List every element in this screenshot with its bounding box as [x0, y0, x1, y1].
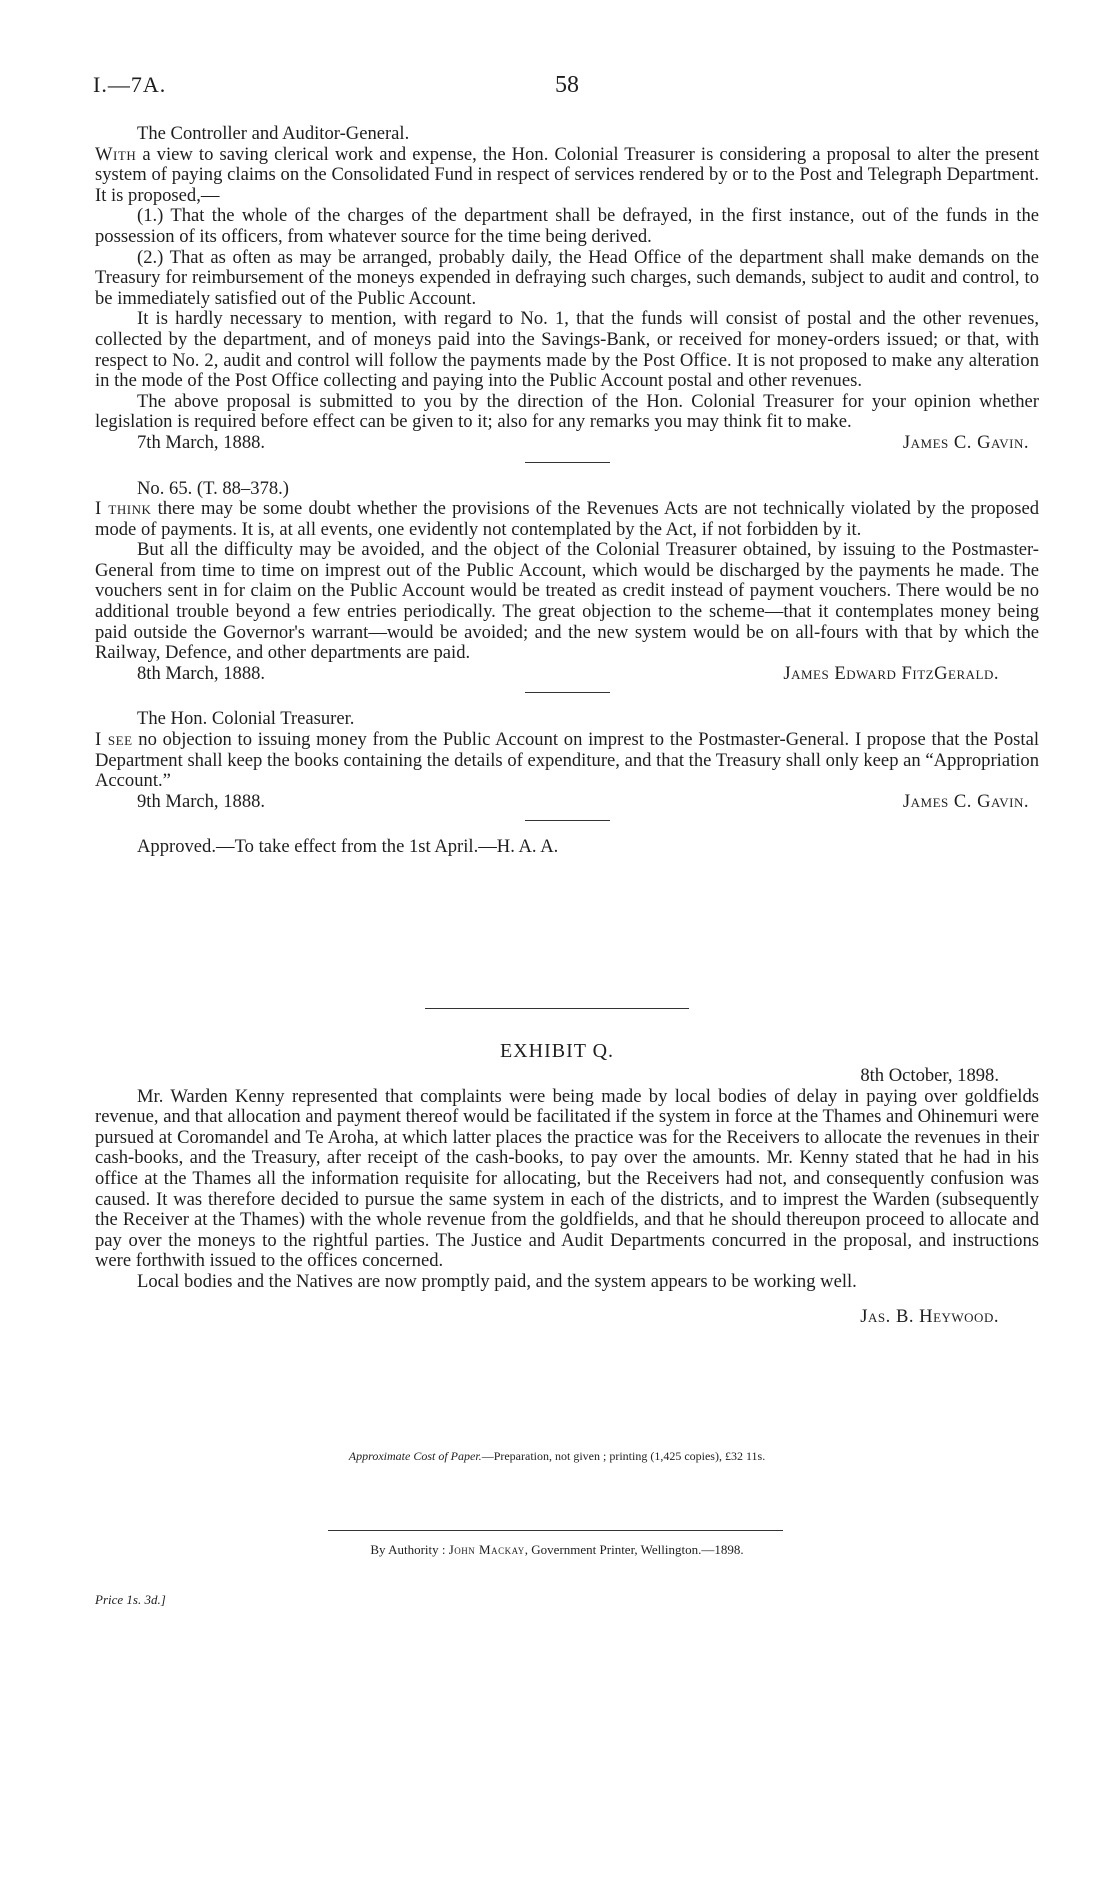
page-number: 58 — [555, 72, 579, 98]
addressee: The Controller and Auditor-General. — [137, 123, 410, 144]
paragraph: But all the difficulty may be avoided, and the object of the Colonial Treasurer obtained, by issuing to the Postmaster-General from time to time on imprest out of the Public Account, which would be discharged by the payments he made. The vouchers sent in for claim on the Public Account would be treated as credit instead of payment vouchers. There would be no additional trouble beyond a few entries periodically. The great objection to the scheme—that it contemplates money being paid outside the Governor's warrant—would be avoided; and the new system would be on all-fours with that by which the Railway, Defence, and other departments are paid. — [95, 539, 1039, 664]
divider — [525, 462, 610, 463]
date-signature-row — [95, 433, 1039, 454]
paragraph: The above proposal is submitted to you by the direction of the Hon. Colonial Treasurer for your opinion whether legislation is required before effect can be given to it; also for any remarks you may think fit to make. — [95, 390, 1039, 433]
signature: Jas. B. Heywood. — [860, 1305, 999, 1327]
printer-name: John Mackay — [448, 1542, 525, 1557]
opening-word: I see — [95, 729, 133, 751]
exhibit-date: 8th October, 1898. — [860, 1065, 999, 1086]
approval-line: Approved.—To take effect from the 1st April.—H. A. A. — [137, 836, 559, 858]
date: 8th March, 1888. — [137, 662, 266, 684]
footer-divider — [328, 1530, 783, 1531]
exhibit-title: EXHIBIT Q. — [499, 1040, 615, 1062]
date-signature-row — [95, 792, 1039, 813]
paragraph: Mr. Warden Kenny represented that complaints were being made by local bodies of delay in paying over goldfields revenue, and that allocation and payment thereof would be facilitated if the system in force at the Thames and Ohinemuri were pursued at Coromandel and Te Aroha, at which latter places the practice was for the Receivers to allocate the revenues in their cash-books, and the Treasury, after receipt of the cash-books, to pay over the amounts. Mr. Kenny stated that he had in his office at the Thames all the information requisite for allocating, but the Receivers had not, and consequently confusion was caused. It was therefore decided to pursue the same system in each of the districts, and to imprest the Warden (subsequently the Receiver at the Thames) with the whole revenue from the goldfields, and that he should thereupon proceed to allocate and pay over the moneys to the rightful parties. The Justice and Audit Departments concurred in the proposal, and instructions were forthwith issued to the offices concerned. — [95, 1085, 1039, 1272]
exhibit-q — [95, 1066, 1039, 1327]
divider — [525, 692, 610, 693]
date: 7th March, 1888. — [137, 431, 266, 453]
signature: James Edward FitzGerald. — [783, 662, 999, 684]
paragraph: Local bodies and the Natives are now promptly paid, and the system appears to be working well. — [137, 1270, 857, 1292]
date-signature-row — [95, 664, 1039, 685]
document-reference: I.—7A. — [93, 72, 167, 97]
paragraph: I think there may be some doubt whether the provisions of the Revenues Acts are not technically violated by the proposed mode of payments. It is, at all events, one evidently not contemplated by the Act, if not forbidden by it. — [95, 498, 1039, 540]
paragraph: (1.) That the whole of the charges of the department shall be defrayed, in the first instance, out of the funds in the possession of its officers, from whatever source for the time being derived. — [95, 205, 1039, 247]
price: Price 1s. 3d.] — [95, 1592, 166, 1607]
reference-line: No. 65. (T. 88–378.) — [137, 477, 289, 499]
opening-word: With — [95, 143, 137, 165]
page-header — [93, 72, 1021, 102]
addressee: The Hon. Colonial Treasurer. — [137, 708, 355, 730]
cost-label: Approximate Cost of Paper. — [348, 1449, 482, 1463]
paragraph: It is hardly necessary to mention, with regard to No. 1, that the funds will consist of postal and the other revenues, collected by the department, and of moneys paid into the Savings-Bank, or received for money-orders issued; or that, with respect to No. 2, audit and control will follow the payments made by the Post Office. It is not proposed to make any alteration in the mode of the Post Office collecting and paying into the Public Account postal and other revenues. — [95, 308, 1039, 392]
paragraph: (2.) That as often as may be arranged, probably daily, the Head Office of the department shall make demands on the Treasury for reimbursement of the moneys expended in defraying such charges, such demands, subject to audit and control, to be immediately satisfied out of the Public Account. — [95, 246, 1039, 309]
date: 9th March, 1888. — [137, 790, 266, 812]
cost-note: Approximate Cost of Paper.—Preparation, not given ; printing (1,425 copies), £32 11s. — [348, 1449, 766, 1463]
section-divider — [425, 1008, 689, 1009]
divider — [525, 820, 610, 821]
memo-to-controller — [95, 124, 1039, 858]
authority-line: By Authority : John Mackay, Government Printer, Wellington.—1898. — [370, 1542, 744, 1557]
paragraph: With a view to saving clerical work and expense, the Hon. Colonial Treasurer is considering a proposal to alter the present system of paying claims on the Consolidated Fund in respect of services rendered by or to the Post and Telegraph Department. It is proposed,— — [95, 143, 1039, 206]
paragraph: I see no objection to issuing money from the Public Account on imprest to the Postmaster-General. I propose that the Postal Department shall keep the books containing the details of expenditure, and that the Treasury shall only keep an “Appropriation Account.” — [95, 729, 1040, 792]
opening-word: I think — [95, 498, 152, 520]
signature: James C. Gavin. — [902, 790, 1029, 812]
signature: James C. Gavin. — [902, 431, 1029, 453]
